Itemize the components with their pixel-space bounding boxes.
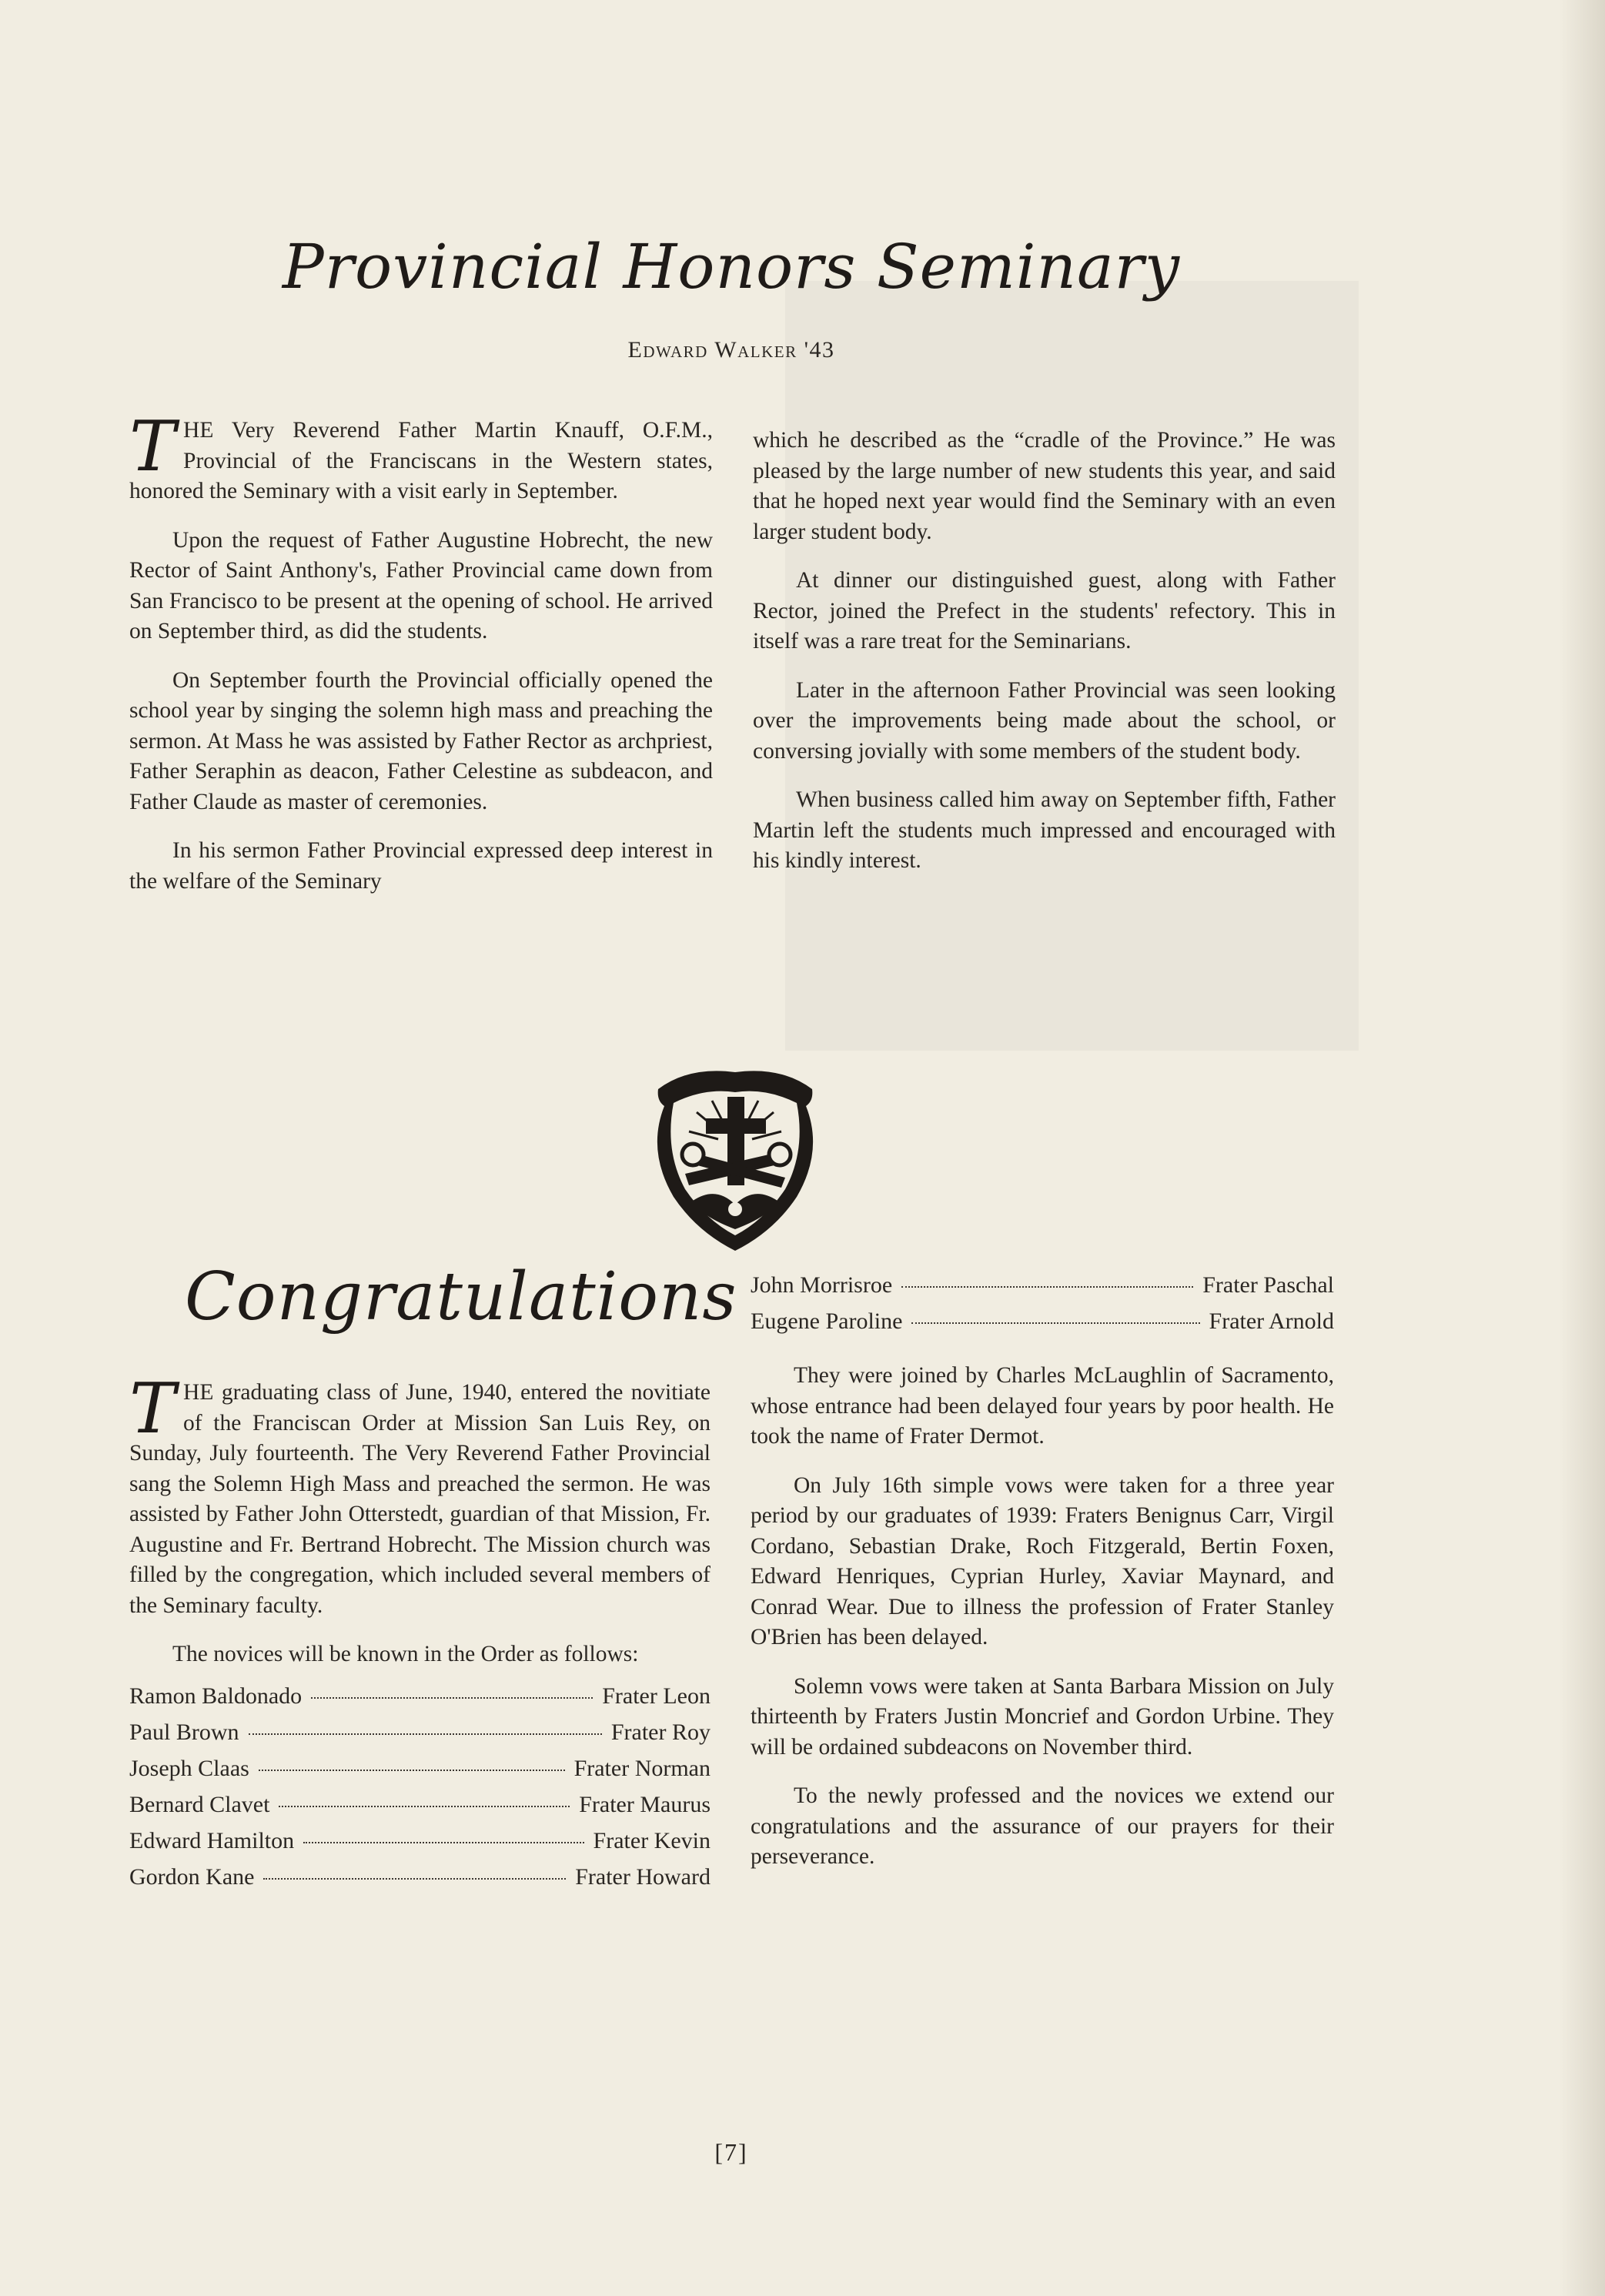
religious-name: Frater Roy [610, 1719, 711, 1745]
dot-leader [279, 1806, 570, 1807]
article1-paragraph-2: Upon the request of Father Augustine Hobrecht, the new Rector of Saint Anthony's, Father Provincial came down from San Francisco to be present at the opening of school. He arrived on September third, as did the students. [129, 527, 713, 643]
article1-paragraph-3: On September fourth the Provincial officially opened the school year by singing the solemn high mass and preaching the sermon. At Mass he was assisted by Father Rector as archpriest, Father Seraphin as deacon, Father Celestine as subdeacon, and Father Claude as master of ceremonies. [129, 667, 713, 814]
roster-row [129, 1753, 711, 1790]
roster-row [751, 1306, 1334, 1342]
drop-cap: T [129, 1369, 176, 1449]
roster-row [129, 1862, 711, 1898]
religious-name: Frater Leon [602, 1683, 711, 1709]
novice-roster-left [129, 1681, 711, 1898]
dot-leader [901, 1286, 1193, 1288]
religious-name: Frater Arnold [1209, 1308, 1334, 1334]
article1-paragraph-1 [129, 406, 713, 507]
article1-paragraph-5: At dinner our distinguished guest, along with Father Rector, joined the Prefect in the students' refectory. This in itself was a rare treat for the Seminarians. [753, 568, 1336, 653]
novice-name: Bernard Clavet [129, 1791, 270, 1817]
novice-name: Paul Brown [129, 1719, 239, 1745]
article2-paragraph-5: Solemn vows were taken at Santa Barbara Mission on July thirteenth by Fraters Justin Moncrief and Gordon Urbine. They will be ordained subdeacons on November third. [751, 1673, 1334, 1760]
article2-right-column [751, 1270, 1334, 1891]
dot-leader [263, 1878, 566, 1880]
article1-right-column [753, 426, 1336, 895]
article-title-congratulations: Congratulations [185, 1258, 737, 1335]
article1-left-column [129, 406, 713, 897]
dot-leader [249, 1733, 602, 1735]
page-number: [7] [714, 2138, 748, 2166]
drop-cap: T [129, 406, 176, 487]
novice-name: Gordon Kane [129, 1863, 255, 1890]
article1-p1-text: HE Very Reverend Father Martin Knauff, O.F.M., Provincial of the Franciscans in the Western states, honored the Seminary with a visit early in September. [129, 418, 713, 503]
novice-name: John Morrisroe [751, 1272, 893, 1298]
roster-row [129, 1681, 711, 1717]
article2-left-column [129, 1369, 711, 1898]
religious-name: Frater Maurus [579, 1791, 711, 1817]
dot-leader [259, 1770, 565, 1771]
article-title-provincial: Provincial Honors Seminary [282, 231, 1181, 302]
dot-leader [311, 1697, 593, 1699]
article2-paragraph-2: The novices will be known in the Order as follows: [172, 1642, 639, 1666]
article2-paragraph-4: On July 16th simple vows were taken for a three year period by our graduates of 1939: Fraters Benignus Carr, Virgil Cordano, Sebastian Drake, Roch Fitzgerald, Bertin Foxen, Edward Henriques, Cyprian Hurley, Xaviar Maynard, and Conrad Wear. Due to illness the profession of Frater Stanley O'Brien has been delayed. [751, 1472, 1334, 1649]
article2-p1-text: HE graduating class of June, 1940, entered the novitiate of the Franciscan Order at Mission San Luis Rey, on Sunday, July fourteenth. The Very Reverend Father Provincial sang the Solemn High Mass and preached the sermon. He was assisted by Father John Otterstedt, guardian of that Mission, Fr. Augustine and Fr. Bertrand Hobrecht. The Mission church was filled by the congregation, which included several members of the Seminary faculty. [129, 1380, 711, 1618]
article2-paragraph-3: They were joined by Charles McLaughlin of Sacramento, whose entrance had been delayed four years by poor health. He took the name of Frater Dermot. [751, 1363, 1334, 1449]
religious-name: Frater Paschal [1202, 1272, 1334, 1298]
roster-row [129, 1826, 711, 1862]
roster-row [129, 1717, 711, 1753]
article2-paragraph-1 [129, 1369, 711, 1621]
article2-paragraph-6: To the newly professed and the novices we extend our congratulations and the assurance of our prayers for their perseverance. [751, 1783, 1334, 1869]
novice-name: Eugene Paroline [751, 1308, 903, 1334]
page-edge-shadow [1559, 0, 1605, 2296]
article1-paragraph-4: In his sermon Father Provincial expressed deep interest in the welfare of the Seminary [129, 838, 713, 894]
article1-paragraph-6: Later in the afternoon Father Provincial was seen looking over the improvements being made about the school, or conversing jovially with some members of the student body. [753, 677, 1336, 764]
novice-name: Joseph Claas [129, 1755, 249, 1781]
dot-leader [303, 1842, 583, 1843]
roster-row [129, 1790, 711, 1826]
roster-row [751, 1270, 1334, 1306]
article1-paragraph-4-continued: which he described as the “cradle of the Province.” He was pleased by the large number of new students this year, and said that he hoped next year would find the Seminary with an even larger student body. [753, 428, 1336, 544]
religious-name: Frater Howard [575, 1863, 711, 1890]
franciscan-crest-icon [643, 1058, 828, 1255]
article-byline: Edward Walker '43 [627, 337, 835, 363]
dot-leader [911, 1322, 1199, 1324]
novice-name: Edward Hamilton [129, 1827, 295, 1853]
novice-name: Ramon Baldonado [129, 1683, 303, 1709]
religious-name: Frater Norman [573, 1755, 711, 1781]
article1-paragraph-7: When business called him away on September fifth, Father Martin left the students much impressed and encouraged with his kindly interest. [753, 787, 1336, 873]
religious-name: Frater Kevin [593, 1827, 711, 1853]
novice-roster-right [751, 1270, 1334, 1342]
